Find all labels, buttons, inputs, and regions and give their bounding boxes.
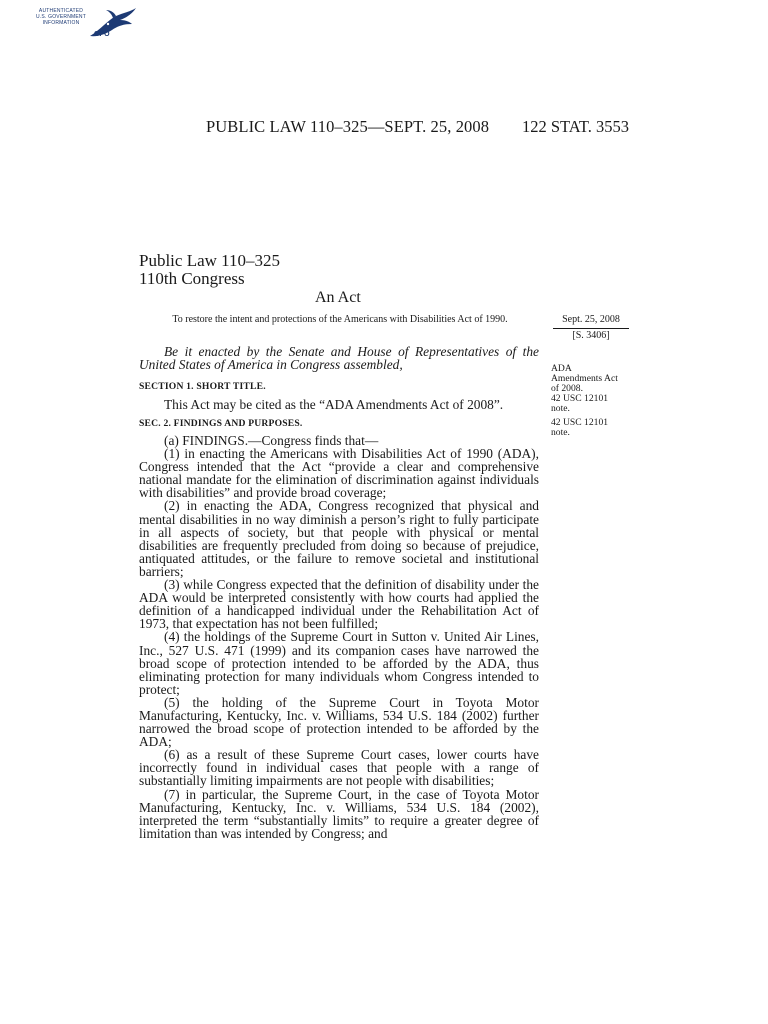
enacting-clause: Be it enacted by the Senate and House of Representatives of the United States of America in Congress assembled, [139,344,539,372]
bill-number: [S. 3406] [572,330,610,341]
margin-note-short-title [551,364,631,414]
margin-rule [553,328,629,329]
public-law-number: Public Law 110–325 [139,251,281,270]
running-head: PUBLIC LAW 110–325—SEPT. 25, 2008 [206,117,490,136]
section-1-heading: SECTION 1. SHORT TITLE. [139,381,266,392]
logo-line-1: AUTHENTICATED [38,8,84,14]
margin-note-line: note. [551,427,570,438]
finding-paragraph: (3) while Congress expected that the definition of disability under the ADA would be interpreted consistently with how courts had applied the definition of a handicapped individual under the Rehabilitation Act of 1973, that expectation has not been fulfilled; [139,577,539,632]
statute-citation: 122 STAT. 3553 [522,117,630,136]
section-2-heading: SEC. 2. FINDINGS AND PURPOSES. [139,418,303,429]
enactment-date: Sept. 25, 2008 [562,314,620,325]
margin-note-line: 42 USC 12101 [551,417,609,428]
margin-note-line: of 2008. [551,383,583,394]
gpo-authenticated-logo [28,6,140,42]
finding-paragraph: (2) in enacting the ADA, Congress recognized that physical and mental disabilities in no way diminish a person’s right to fully participate in all aspects of society, but that people with physical or mental disabilities are frequently precluded from doing so because of prejudice, antiquated attitudes, or the failure to remove societal and institutional barriers; [139,498,539,579]
findings-body [139,434,539,840]
finding-paragraph: (1) in enacting the Americans with Disabilities Act of 1990 (ADA), Congress intended that the Act “provide a clear and comprehensive national mandate for the elimination of discrimination against individuals with disabilities” and provide broad coverage; [139,446,539,501]
margin-note-line: Amendments Act [551,373,618,384]
margin-date-block [553,314,629,341]
margin-note-line: 42 USC 12101 [551,393,609,404]
findings-lead: (a) FINDINGS.—Congress finds that— [164,433,379,448]
margin-note-line: ADA [551,363,572,374]
an-act-heading: An Act [315,289,361,306]
logo-text [28,8,94,26]
margin-note-findings [551,418,631,438]
margin-note-line: note. [551,403,570,414]
logo-line-3: INFORMATION [42,20,80,26]
logo-gpo: GPO [94,31,110,38]
logo-line-2: U.S. GOVERNMENT [36,14,86,20]
finding-paragraph: (4) the holdings of the Supreme Court in Sutton v. United Air Lines, Inc., 527 U.S. 471 (1999) and its companion cases have narrowed the broad scope of protection intended to be afforded by the ADA, thus eliminating protection for many individuals whom Congress intended to protect; [139,629,539,697]
finding-paragraph: (7) in particular, the Supreme Court, in the case of Toyota Motor Manufacturing, Kentucky, Inc. v. Williams, 534 U.S. 184 (2002), interpreted the term “substantially limits” to require a greater degree of limitation than was intended by Congress; and [139,786,539,841]
finding-paragraph: (5) the holding of the Supreme Court in Toyota Motor Manufacturing, Kentucky, Inc. v. Williams, 534 U.S. 184 (2002) further narrowed the broad scope of protection intended to be afforded by the ADA; [139,694,539,750]
act-purpose: To restore the intent and protections of the Americans with Disabilities Act of 1990. [172,314,508,325]
finding-paragraph: (6) as a result of these Supreme Court cases, lower courts have incorrectly found in individual cases that people with a range of substantially limiting impairments are not people with disabilities; [139,747,539,789]
section-1-text: This Act may be cited as the “ADA Amendments Act of 2008”. [164,397,504,412]
congress-number: 110th Congress [139,269,245,288]
